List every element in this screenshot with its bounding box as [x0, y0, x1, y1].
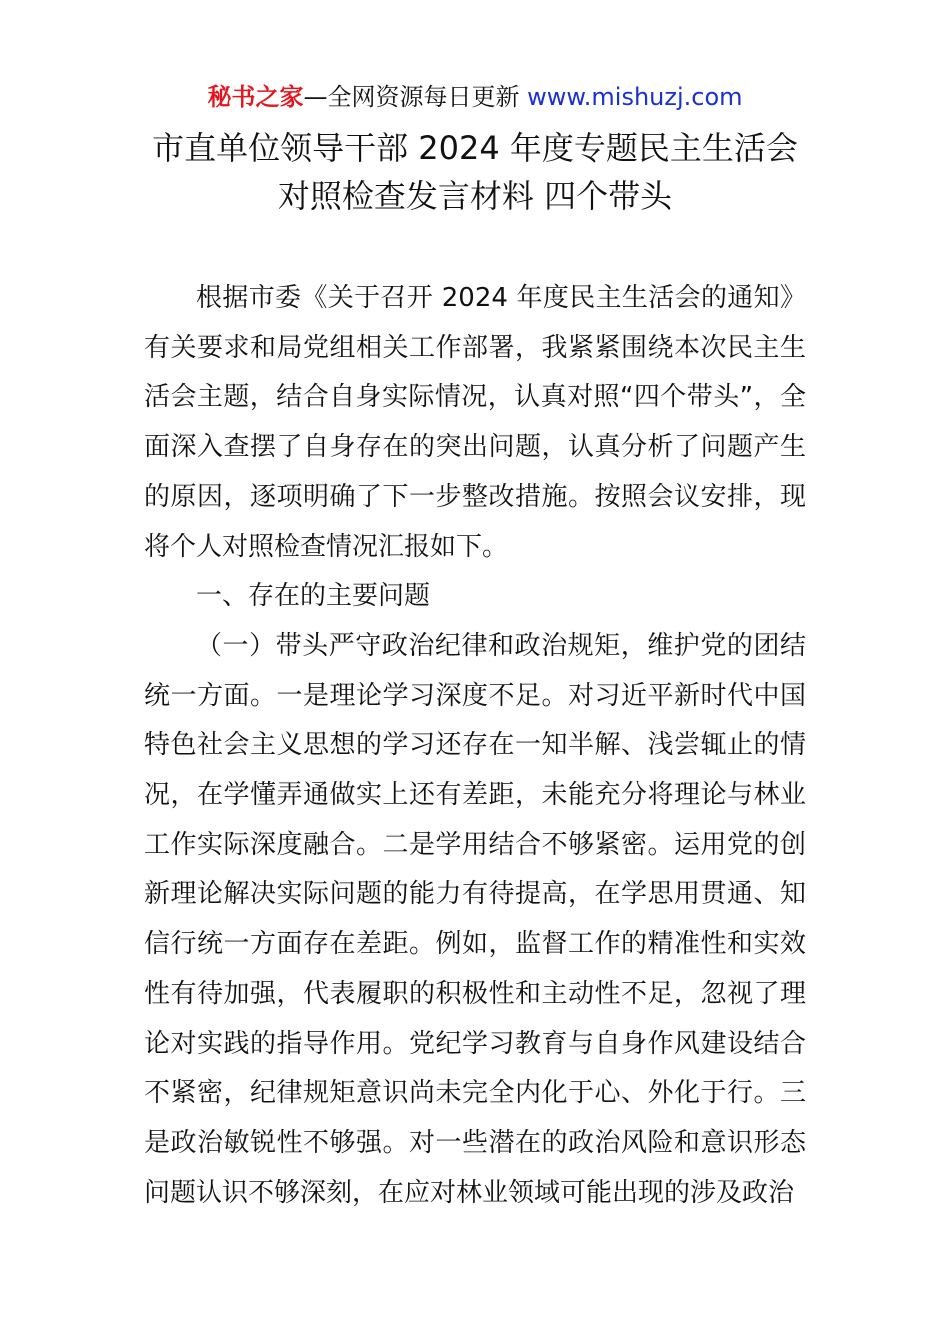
document-title-line-2: 对照检查发言材料 四个带头 — [277, 177, 673, 215]
document-title-line-1: 市直单位领导干部 2024 年度专题民主生活会 — [152, 129, 798, 167]
section-heading: 一、存在的主要问题 — [196, 581, 431, 612]
site-url-link[interactable]: www.mishuzj.com — [527, 83, 743, 111]
document-body — [144, 274, 806, 1218]
site-header — [0, 80, 950, 114]
paragraph-issue-1: （一）带头严守政治纪律和政治规矩，维护党的团结统一方面。一是理论学习深度不足。对习近平新时代中国特色社会主义思想的学习还存在一知半解、浅尝辄止的情况，在学懂弄通做实上还有差距，未能充分将理论与林业工作实际深度融合。二是学用结合不够紧密。运用党的创新理论解决实际问题的能力有待提高，在学思用贯通、知信行统一方面存在差距。例如，监督工作的精准性和实效性有待加强，代表履职的积极性和主动性不足，忽视了理论对实践的指导作用。党纪学习教育与自身作风建设结合不紧密，纪律规矩意识尚未完全内化于心、外化于行。三是政治敏锐性不够强。对一些潜在的政治风险和意识形态问题认识不够深刻，在应对林业领域可能出现的涉及政治 — [144, 630, 806, 1208]
paragraph-intro: 根据市委《关于召开 2024 年度民主生活会的通知》有关要求和局党组相关工作部署，我紧紧围绕本次民主生活会主题，结合自身实际情况，认真对照“四个带头”，全面深入查摆了自身存在的突出问题，认真分析了问题产生的原因，逐项明确了下一步整改措施。按照会议安排，现将个人对照检查情况汇报如下。 — [144, 283, 806, 562]
site-brand: 秘书之家 — [207, 83, 304, 111]
site-tagline: —全网资源每日更新 — [303, 83, 528, 111]
